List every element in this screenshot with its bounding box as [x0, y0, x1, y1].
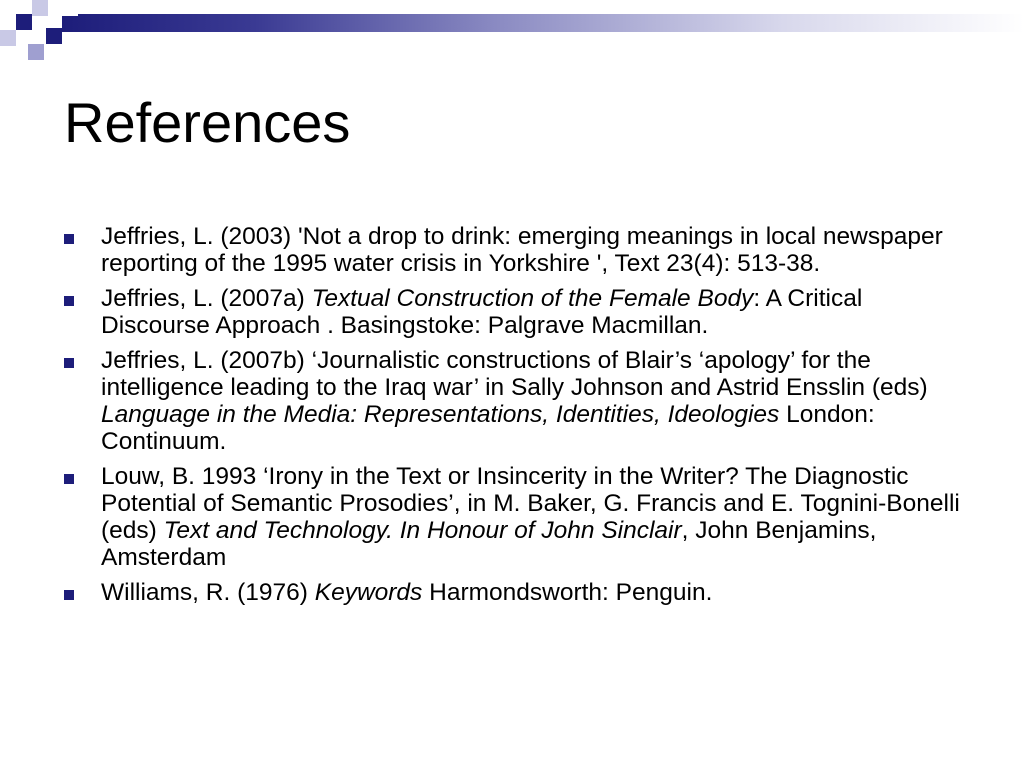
slide-title: References: [64, 91, 351, 154]
square-bullet-icon: [64, 474, 74, 484]
decorative-square: [0, 30, 16, 46]
reference-item: [64, 285, 964, 339]
reference-work-title: Language in the Media: Representations, Identities, Ideologies: [101, 401, 780, 428]
square-bullet-icon: [64, 234, 74, 244]
reference-list: [64, 223, 964, 614]
decorative-square: [28, 44, 44, 60]
square-bullet-icon: [64, 296, 74, 306]
reference-text: , John Benjamins, Amsterdam: [101, 517, 877, 571]
header-gradient-bar: [62, 14, 1024, 32]
decorative-square: [46, 28, 62, 44]
reference-text: Jeffries, L. (2007b) ‘Journalistic constructions of Blair’s ‘apology’ for the intelligence leading to the Iraq war’ in Sally Johnson and Astrid Ensslin (eds): [101, 347, 928, 401]
decorative-square: [16, 14, 32, 30]
reference-text: Harmondsworth: Penguin.: [422, 579, 713, 606]
reference-text: London: Continuum.: [101, 401, 875, 455]
reference-item: [64, 347, 964, 455]
decorative-square: [32, 0, 48, 16]
reference-work-title: Text and Technology. In Honour of John Sinclair: [163, 517, 682, 544]
reference-text: : A Critical Discourse Approach . Basingstoke: Palgrave Macmillan.: [101, 285, 863, 339]
reference-text: Jeffries, L. (2007a): [101, 285, 312, 312]
square-bullet-icon: [64, 358, 74, 368]
reference-text: Louw, B. 1993 ‘Irony in the Text or Insincerity in the Writer? The Diagnostic Potential of Semantic Prosodies’, in M. Baker, G. Francis and E. Tognini-Bonelli (eds): [101, 463, 960, 544]
reference-work-title: Textual Construction of the Female Body: [311, 285, 754, 312]
reference-text: Williams, R. (1976): [101, 579, 315, 606]
decorative-square: [62, 0, 78, 16]
reference-work-title: Keywords: [314, 579, 423, 606]
reference-item: [64, 463, 964, 571]
reference-item: [64, 579, 964, 606]
reference-text: Jeffries, L. (2003) 'Not a drop to drink: emerging meanings in local newspaper reporting of the 1995 water crisis in Yorkshire ', Text 23(4): 513-38.: [101, 223, 943, 277]
reference-item: [64, 223, 964, 277]
square-bullet-icon: [64, 590, 74, 600]
